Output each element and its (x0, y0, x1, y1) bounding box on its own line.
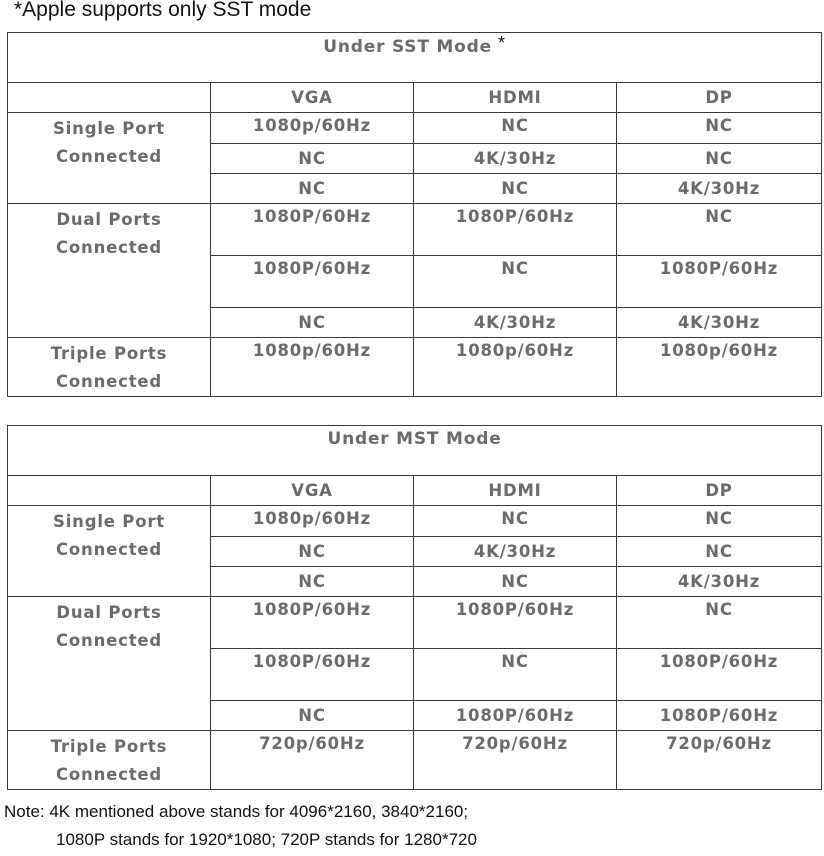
column-header: HDMI (414, 476, 617, 506)
table-title (8, 426, 822, 476)
spec-cell: 720p/60Hz (414, 731, 617, 790)
row-group-label (8, 506, 211, 597)
row-group-label-line: Connected (56, 631, 162, 650)
spec-cell: 4K/30Hz (617, 308, 822, 338)
row-group-label (8, 338, 211, 397)
spec-cell: NC (617, 597, 822, 649)
spec-cell: 1080P/60Hz (617, 701, 822, 731)
apple-sst-note: *Apple supports only SST mode (14, 0, 312, 21)
spec-cell: 1080P/60Hz (414, 597, 617, 649)
table-title (8, 33, 822, 83)
row-group-label-line: Dual Ports (56, 210, 162, 229)
row-group-label-line: Single Port (53, 512, 165, 531)
footnote-line-1: Note: 4K mentioned above stands for 4096*2160, 3840*2160; (4, 802, 469, 821)
spec-cell: NC (617, 113, 822, 144)
row-group-label-line: Single Port (53, 119, 165, 138)
spec-cell: NC (211, 144, 414, 174)
spec-cell: NC (211, 701, 414, 731)
row-group-label-line: Connected (56, 540, 162, 559)
spec-cell: NC (414, 649, 617, 701)
mst-mode-table (7, 425, 822, 790)
spec-cell: 4K/30Hz (617, 567, 822, 597)
footnote-line-2: 1080P stands for 1920*1080; 720P stands for 1280*720 (56, 830, 477, 849)
column-header: VGA (211, 83, 414, 113)
spec-cell: 1080P/60Hz (211, 649, 414, 701)
header-blank-cell (8, 476, 211, 506)
row-group-label (8, 204, 211, 338)
column-header: DP (617, 476, 822, 506)
spec-cell: 1080P/60Hz (617, 649, 822, 701)
spec-cell: NC (211, 308, 414, 338)
spec-cell: 1080p/60Hz (211, 338, 414, 397)
spec-cell: 1080P/60Hz (414, 701, 617, 731)
spec-cell: NC (617, 204, 822, 256)
spec-cell: NC (414, 506, 617, 537)
spec-cell: 1080P/60Hz (211, 256, 414, 308)
spec-cell: 1080P/60Hz (414, 204, 617, 256)
spec-cell: NC (211, 567, 414, 597)
row-group-label-line: Triple Ports (50, 344, 168, 363)
spec-cell: 4K/30Hz (414, 308, 617, 338)
spec-cell: NC (211, 174, 414, 204)
row-group-label-line: Connected (56, 147, 162, 166)
row-group-label-line: Triple Ports (50, 737, 168, 756)
column-header: HDMI (414, 83, 617, 113)
spec-cell: 1080p/60Hz (617, 338, 822, 397)
row-group-label (8, 731, 211, 790)
spec-cell: 720p/60Hz (211, 731, 414, 790)
table-title-text: Under MST Mode (327, 429, 502, 449)
row-group-label-line: Connected (56, 372, 162, 391)
spec-cell: NC (211, 537, 414, 567)
spec-cell: NC (414, 113, 617, 144)
spec-cell: 4K/30Hz (617, 174, 822, 204)
spec-cell: NC (414, 256, 617, 308)
spec-cell: 1080P/60Hz (211, 204, 414, 256)
spec-cell: 1080P/60Hz (211, 597, 414, 649)
header-blank-cell (8, 83, 211, 113)
spec-cell: 1080p/60Hz (211, 506, 414, 537)
spec-cell: NC (617, 144, 822, 174)
table-title-text: Under SST Mode (323, 37, 492, 57)
spec-cell: 4K/30Hz (414, 144, 617, 174)
spec-cell: 720p/60Hz (617, 731, 822, 790)
title-footnote-mark: * (497, 33, 506, 53)
spec-cell: NC (414, 174, 617, 204)
spec-cell: 1080p/60Hz (211, 113, 414, 144)
spec-cell: NC (617, 506, 822, 537)
row-group-label (8, 113, 211, 204)
spec-cell: 1080p/60Hz (414, 338, 617, 397)
spec-cell: NC (617, 537, 822, 567)
row-group-label-line: Dual Ports (56, 603, 162, 622)
column-header: DP (617, 83, 822, 113)
row-group-label-line: Connected (56, 238, 162, 257)
spec-cell: NC (414, 567, 617, 597)
spec-cell: 4K/30Hz (414, 537, 617, 567)
spec-cell: 1080P/60Hz (617, 256, 822, 308)
column-header: VGA (211, 476, 414, 506)
row-group-label-line: Connected (56, 765, 162, 784)
row-group-label (8, 597, 211, 731)
sst-mode-table (7, 32, 822, 397)
